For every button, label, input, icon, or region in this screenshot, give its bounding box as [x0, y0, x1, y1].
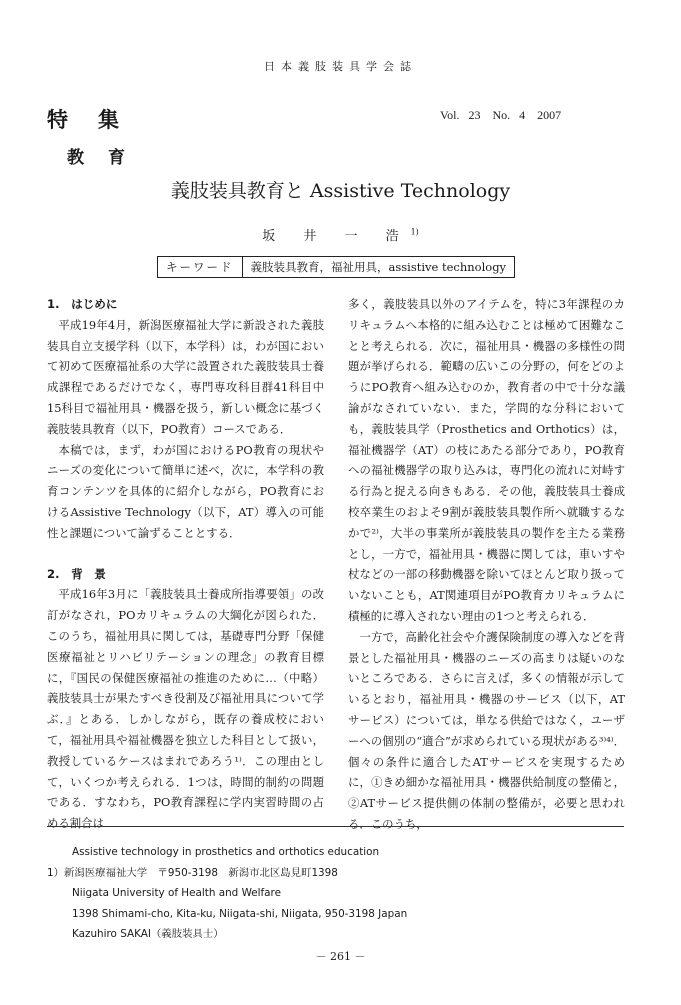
section-label: 特集	[47, 107, 149, 132]
author-name: 坂 井 一 浩	[262, 229, 411, 244]
keyword-list: 義肢装具教育，福祉用具，assistive technology	[250, 260, 507, 274]
footnote-divider	[47, 826, 624, 827]
author-line	[0, 225, 681, 244]
background-paragraph-1: 平成16年3月に「義肢装具士養成所指導要領」の改訂がなされ，POカリキュラムの大綱化が図られた．このうち，福祉用具に関しては，基礎専門分野「保健医療福祉とリハビリテーションの理念」の教育目標に，『国民の保健医療福祉の推進のために…（中略）義肢装具士が果たすべき役割及び福祉用具について学ぶ．』とある．しかしながら，既存の養成校において，福祉用具や福祉機器を独立した科目として扱い，教授しているケースはまれであろう¹⁾．この理由として，いくつか考えられる．1つは，時間的制約の問題である．すなわち，PO教育課程に学内実習時間の占める割合は	[47, 587, 324, 831]
journal-name: 日本義肢装具学会誌	[264, 60, 417, 73]
section-heading-intro: 1. はじめに	[47, 297, 118, 311]
intro-paragraph-2: 本稿では，まず，わが国におけるPO教育の現状やニーズの変化について簡単に述べ，次に，本学科の教育コンテンツを具体的に紹介しながら，PO教育におけるAssistive Technology（以下，AT）導入の可能性と課題について論ずることとする．	[47, 442, 324, 540]
english-title: Assistive technology in prosthetics and orthotics education	[72, 846, 380, 858]
author-english: Kazuhiro SAKAI（義肢装具士）	[72, 928, 224, 941]
background-paragraph-continued: 多く，義肢装具以外のアイテムを，特に3年課程のカリキュラムへ本格的に組み込むことは極めて困難なことと考えられる．次に，福祉用具・機器の多様性の問題が挙げられる．範疇の広いこの分野の，何をどのようにPO教育へ組み込むのか，教育者の中で十分な議論がなされていない．また，学問的な分科においても，義肢装具学（Prosthetics and Orthotics）は，福祉機器学（AT）の枝にあたる部分であり，PO教育への福祉機器学の取り込みは，専門化の流れに対峙する行為と捉える向きもある．その他，義肢装具士養成校卒業生のおよそ9割が義肢装具製作所へ就職するなかで²⁾，大半の事業所が義肢装具の製作を主たる業務とし，一方で，福祉用具・機器に関しては，車いすや杖などの一部の移動機器を除いてほとんど取り扱っていないことも，AT関連項目がPO教育カリキュラムに積極的に導入されない理由の1つと考えられる．	[348, 297, 625, 623]
affiliation-address: 1）新潟医療福祉大学 〒950-3198 新潟市北区島見町1398	[47, 866, 338, 879]
keyword-box	[157, 256, 515, 278]
keyword-label: キーワード	[158, 257, 243, 277]
article-title: 義肢装具教育と Assistive Technology	[170, 180, 511, 202]
subsection-label: 教育	[67, 148, 149, 168]
address-english: 1398 Shimami-cho, Kita-ku, Niigata-shi, Niigata, 950-3198 Japan	[72, 907, 408, 920]
footnote	[47, 842, 624, 945]
volume-info: Vol. 23 No. 4 2007	[440, 108, 562, 122]
left-column	[47, 294, 324, 834]
right-column	[348, 294, 625, 835]
author-affiliation-mark: 1)	[410, 227, 419, 237]
affiliation-english: Niigata University of Health and Welfare	[72, 887, 281, 900]
section-heading-background: 2. 背 景	[47, 566, 106, 581]
page-number: － 261 －	[315, 950, 366, 963]
background-paragraph-2: 一方で，高齢化社会や介護保険制度の導入などを背景とした福祉用具・機器のニーズの高まりは疑いのないところである．さらに言えば，多くの情報が示しているとおり，福祉用具・機器のサービス（以下，ATサービス）については，単なる供給ではなく，ユーザーへの個別の“適合”が求められている現状がある³⁾⁴⁾．個々の条件に適合したATサービスを実現するために，①きめ細かな福祉用具・機器供給制度の整備と，②ATサービス提供側の体制の整備が，必要と思われる．このうち，	[348, 629, 625, 831]
intro-paragraph-1: 平成19年4月，新潟医療福祉大学に新設された義肢装具自立支援学科（以下，本学科）は，わが国において初めて医療福祉系の大学に設置された義肢装具士養成課程であるだけでなく，専門専攻科目群41科目中15科目で福祉用具・機器を扱う，新しい概念に基づく義肢装具教育（以下，PO教育）コースである．	[47, 317, 324, 436]
